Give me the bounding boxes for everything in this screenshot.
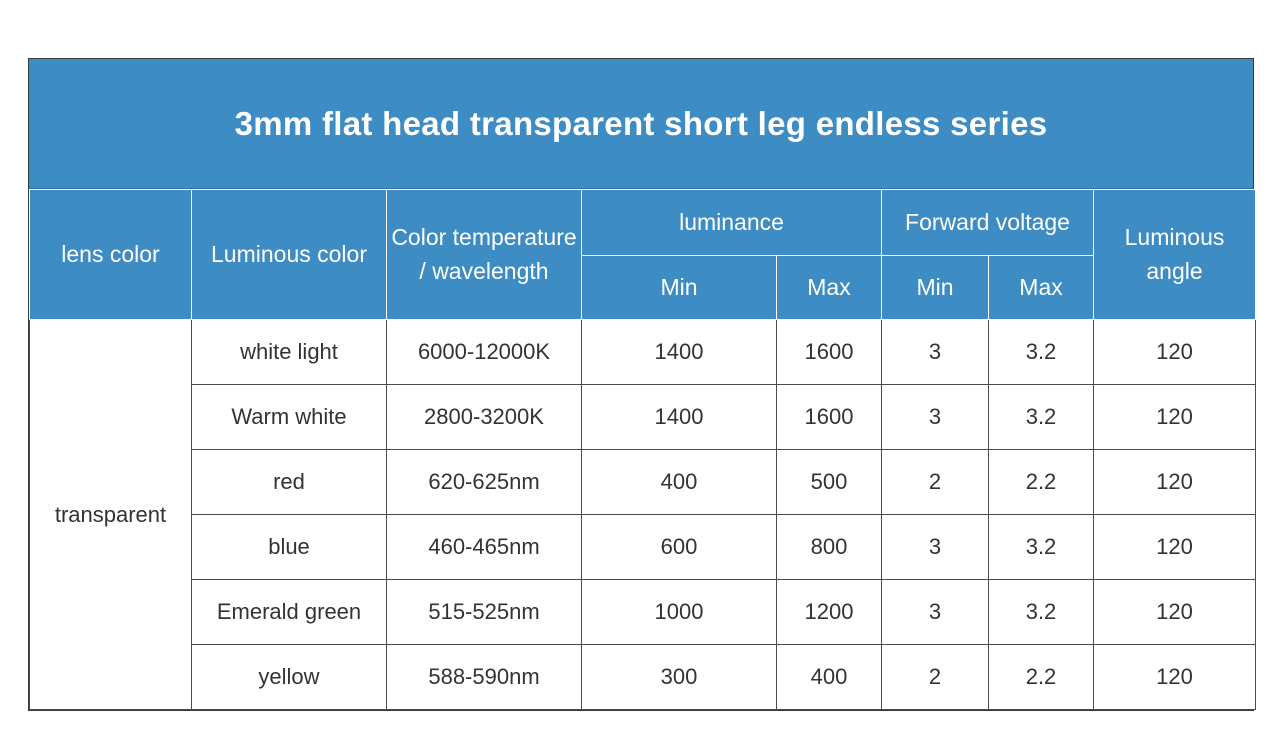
luminance-max-cell: 1600 bbox=[777, 320, 882, 385]
voltage-max-cell: 3.2 bbox=[989, 515, 1094, 580]
luminance-min-cell: 400 bbox=[582, 450, 777, 515]
voltage-max-cell: 3.2 bbox=[989, 580, 1094, 645]
luminance-min-cell: 1400 bbox=[582, 320, 777, 385]
voltage-max-cell: 3.2 bbox=[989, 320, 1094, 385]
header-voltage-min: Min bbox=[882, 256, 989, 320]
luminance-min-cell: 300 bbox=[582, 645, 777, 710]
voltage-min-cell: 2 bbox=[882, 450, 989, 515]
header-luminous-color: Luminous color bbox=[192, 190, 387, 320]
header-lens-color: lens color bbox=[30, 190, 192, 320]
luminous-angle-cell: 120 bbox=[1094, 515, 1256, 580]
voltage-min-cell: 3 bbox=[882, 320, 989, 385]
luminous-angle-cell: 120 bbox=[1094, 320, 1256, 385]
luminance-max-cell: 1200 bbox=[777, 580, 882, 645]
voltage-min-cell: 3 bbox=[882, 580, 989, 645]
luminous-angle-cell: 120 bbox=[1094, 645, 1256, 710]
luminous-color-cell: blue bbox=[192, 515, 387, 580]
table-title: 3mm flat head transparent short leg endless series bbox=[29, 59, 1253, 189]
table-row bbox=[30, 385, 1256, 450]
color-temperature-cell: 588-590nm bbox=[387, 645, 582, 710]
luminance-max-cell: 500 bbox=[777, 450, 882, 515]
color-temperature-cell: 460-465nm bbox=[387, 515, 582, 580]
table-row bbox=[30, 450, 1256, 515]
luminous-color-cell: Warm white bbox=[192, 385, 387, 450]
spec-table-frame bbox=[28, 58, 1254, 711]
header-color-temperature: Color temperature / wavelength bbox=[387, 190, 582, 320]
voltage-max-cell: 3.2 bbox=[989, 385, 1094, 450]
table-row bbox=[30, 580, 1256, 645]
header-forward-voltage: Forward voltage bbox=[882, 190, 1094, 256]
table-row bbox=[30, 645, 1256, 710]
voltage-max-cell: 2.2 bbox=[989, 645, 1094, 710]
table-row bbox=[30, 515, 1256, 580]
voltage-max-cell: 2.2 bbox=[989, 450, 1094, 515]
luminance-min-cell: 1400 bbox=[582, 385, 777, 450]
luminance-min-cell: 600 bbox=[582, 515, 777, 580]
luminance-max-cell: 800 bbox=[777, 515, 882, 580]
luminance-min-cell: 1000 bbox=[582, 580, 777, 645]
header-luminance-max: Max bbox=[777, 256, 882, 320]
lens-color-cell: transparent bbox=[30, 320, 192, 710]
luminous-angle-cell: 120 bbox=[1094, 385, 1256, 450]
luminous-color-cell: Emerald green bbox=[192, 580, 387, 645]
luminous-color-cell: yellow bbox=[192, 645, 387, 710]
spec-table bbox=[29, 189, 1256, 710]
header-luminance: luminance bbox=[582, 190, 882, 256]
luminance-max-cell: 400 bbox=[777, 645, 882, 710]
header-voltage-max: Max bbox=[989, 256, 1094, 320]
color-temperature-cell: 6000-12000K bbox=[387, 320, 582, 385]
table-row bbox=[30, 320, 1256, 385]
luminous-color-cell: white light bbox=[192, 320, 387, 385]
color-temperature-cell: 620-625nm bbox=[387, 450, 582, 515]
luminance-max-cell: 1600 bbox=[777, 385, 882, 450]
luminous-angle-cell: 120 bbox=[1094, 580, 1256, 645]
luminous-color-cell: red bbox=[192, 450, 387, 515]
color-temperature-cell: 515-525nm bbox=[387, 580, 582, 645]
voltage-min-cell: 2 bbox=[882, 645, 989, 710]
color-temperature-cell: 2800-3200K bbox=[387, 385, 582, 450]
header-luminous-angle: Luminous angle bbox=[1094, 190, 1256, 320]
luminous-angle-cell: 120 bbox=[1094, 450, 1256, 515]
voltage-min-cell: 3 bbox=[882, 385, 989, 450]
header-luminance-min: Min bbox=[582, 256, 777, 320]
voltage-min-cell: 3 bbox=[882, 515, 989, 580]
